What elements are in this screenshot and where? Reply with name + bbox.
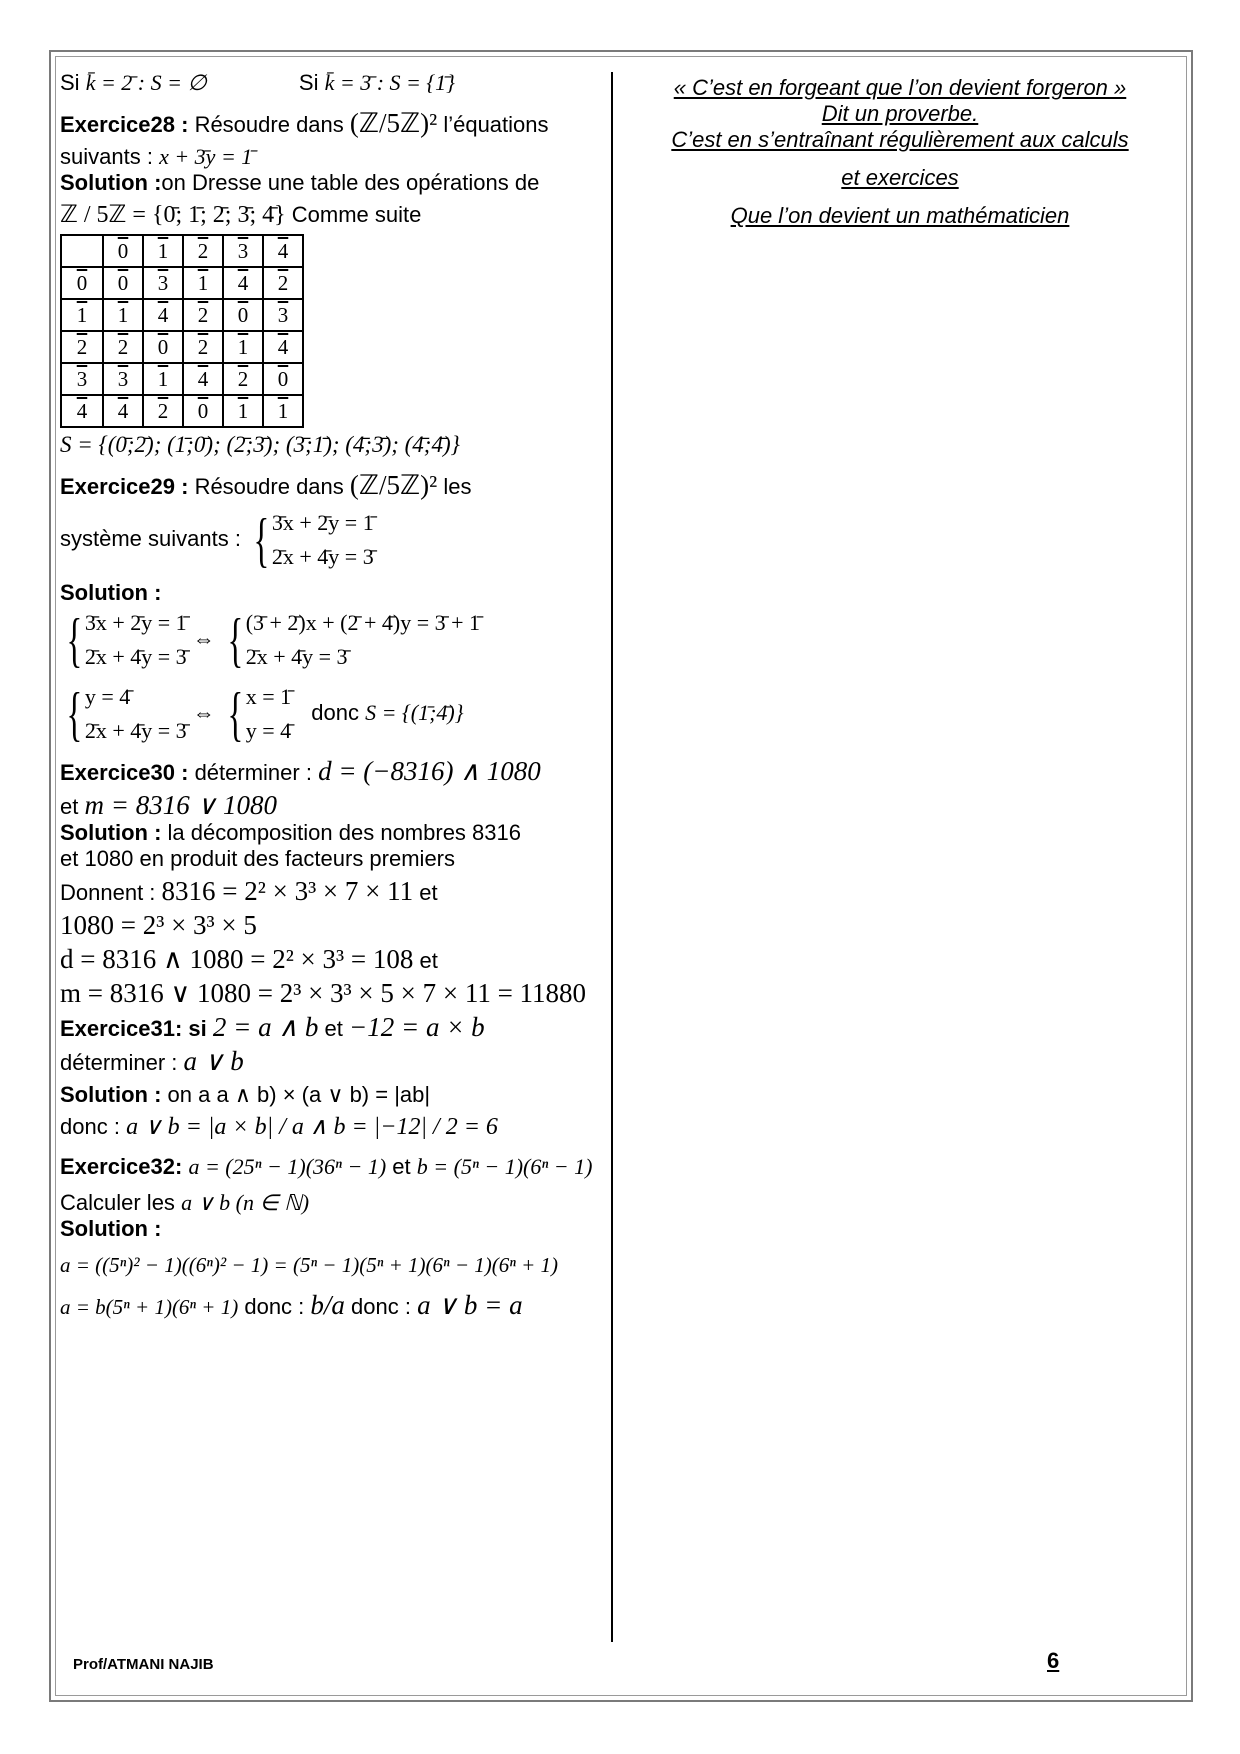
table-row: 3 3 1 4 2 0 [61, 363, 303, 395]
math-k2: k̄ = 2̄ : S = ∅ [85, 70, 207, 95]
table-row: 1 1 4 2 0 3 [61, 299, 303, 331]
quote-line: C’est en s’entraînant régulièrement aux calculs [671, 127, 1129, 152]
line-si-k: Si k̄ = 2̄ : S = ∅ Si k̄ = 3̄ : S = {1̄} [60, 70, 455, 95]
system-29: { 3̄x + 2̄y = 1̄ 2̄x + 4̄y = 3̄ [253, 507, 374, 573]
system-29-b: { (3̄ + 2̄)x + (2̄ + 4̄)y = 3̄ + 1̄ 2̄x + 4̄y = 3̄ [227, 607, 481, 673]
math-equation-28: x + 3̄y = 1̄ [159, 144, 253, 169]
table-row: 0 0 3 1 4 2 [61, 267, 303, 299]
quote-line: Dit un proverbe. [821, 101, 979, 126]
exercise-29: Exercice29 : Résoudre dans (ℤ/5ℤ)² les [60, 470, 472, 500]
solution-set-29: S = {(1̄;4̄)} [365, 699, 464, 725]
math-z5z-squared: (ℤ/5ℤ)² [349, 108, 438, 138]
system-29-c: { y = 4̄ 2̄x + 4̄y = 3̄ [66, 681, 187, 747]
page-number: 6 [1047, 1648, 1060, 1673]
right-column-quote [620, 74, 1180, 236]
math-k3: k̄ = 3̄ : S = {1̄} [324, 70, 455, 95]
system-29-a: { 3̄x + 2̄y = 1̄ 2̄x + 4̄y = 3̄ [66, 607, 187, 673]
table-row: 2 2 0 2 1 4 [61, 331, 303, 363]
solution-set-28: S = {(0̄;2̄); (1̄;0̄); (2̄;3̄); (3̄;1̄); (4̄;3̄); (4̄;4̄)} [60, 432, 460, 457]
quote-line: et exercices [841, 165, 959, 190]
math-z5z-set: ℤ / 5ℤ = {0̄; 1̄; 2̄; 3̄; 4̄} [60, 202, 286, 228]
exercise-28: Exercice28 : Résoudre dans (ℤ/5ℤ)² l’équations [60, 108, 549, 138]
table-row: 4 4 2 0 1 1 [61, 395, 303, 427]
quote-line: « C’est en forgeant que l’on devient forgeron » [673, 75, 1127, 100]
column-divider [611, 72, 613, 1642]
left-column: Si k̄ = 2̄ : S = ∅ Si k̄ = 3̄ : S = {1̄} Exercice28 : Résoudre dans (ℤ/5ℤ)² l’équations suivants : x + 3̄y = 1̄ Solution :on Dresse une table des opérations de ℤ / 5ℤ = {0̄; 1̄; 2̄; 3̄; 4̄} Comme suite 0 1 2 3 4 0 0 3 1 4 2 1 1 4 2 0 3 2 2 0 2 1 4 3 3 1 4 2 0 4 4 2 0 1 1 S = {(0̄;2̄); (1̄;0̄); (2̄;3̄); (3̄;1̄); (4̄;3̄); (4̄;4̄)} Exercice29 : Résoudre dans (ℤ/5ℤ)² les système suivants : { 3̄x + 2̄y = 1̄ 2̄x + 4̄y = 3̄ Solution : { 3̄x + 2̄y = 1̄ 2̄x + 4̄y = 3̄ ⇔ { (3̄ + 2̄)x + (2̄ + 4̄)y = 3̄ + 1̄ 2̄x + 4̄y = 3̄ { y = 4̄ 2̄x + 4̄y = 3̄ ⇔ { x = 1̄ y = 4̄ donc S = {(1̄;4̄)} Exercice30 : déterminer : d = (−8316) ∧ 1080 et m = 8316 ∨ 1080 Solution : la décomposition des nombres 8316 et 1080 en produit des facteurs premiers Donnent : 8316 = 2² × 3³ × 7 × 11 et 1080 = 2³ × 3³ × 5 d = 8316 ∧ 1080 = 2² × 3³ = 108 et m = 8316 ∨ 1080 = 2³ × 3³ × 5 × 7 × 11 = 11880 Exercice31: si 2 = a ∧ b et −12 = a × b déterminer : a ∨ b Solution : on a a ∧ b) × (a ∨ b) = |ab| donc : a ∨ b = |a × b| / a ∧ b = |−12| / 2 = 6 Exercice32: a = (25ⁿ − 1)(36ⁿ − 1) et b = (5ⁿ − 1)(6ⁿ − 1) Calculer les a ∨ b (n ∈ ℕ) Solution : a = ((5ⁿ)² − 1)((6ⁿ)² − 1) = (5ⁿ − 1)(5ⁿ + 1)(6ⁿ − 1)(6ⁿ + 1) a = b(5ⁿ + 1)(6ⁿ + 1) donc : b/a donc : a ∨ b = a [60, 70, 606, 1320]
system-29-d: { x = 1̄ y = 4̄ [227, 681, 292, 747]
quote-line: Que l’on devient un mathématicien [730, 203, 1070, 228]
exercise-32: Exercice32: a = (25ⁿ − 1)(36ⁿ − 1) et b = (5ⁿ − 1)(6ⁿ − 1) [60, 1154, 593, 1179]
exercise-31: Exercice31: si 2 = a ∧ b et −12 = a × b [60, 1012, 485, 1042]
author-footer: Prof/ATMANI NAJIB [73, 1656, 214, 1673]
math-z5z-squared: (ℤ/5ℤ)² [349, 470, 438, 500]
table-header-row: 0 1 2 3 4 [61, 235, 303, 267]
operation-table [60, 234, 304, 428]
exercise-30: Exercice30 : déterminer : d = (−8316) ∧ 1080 [60, 756, 541, 786]
